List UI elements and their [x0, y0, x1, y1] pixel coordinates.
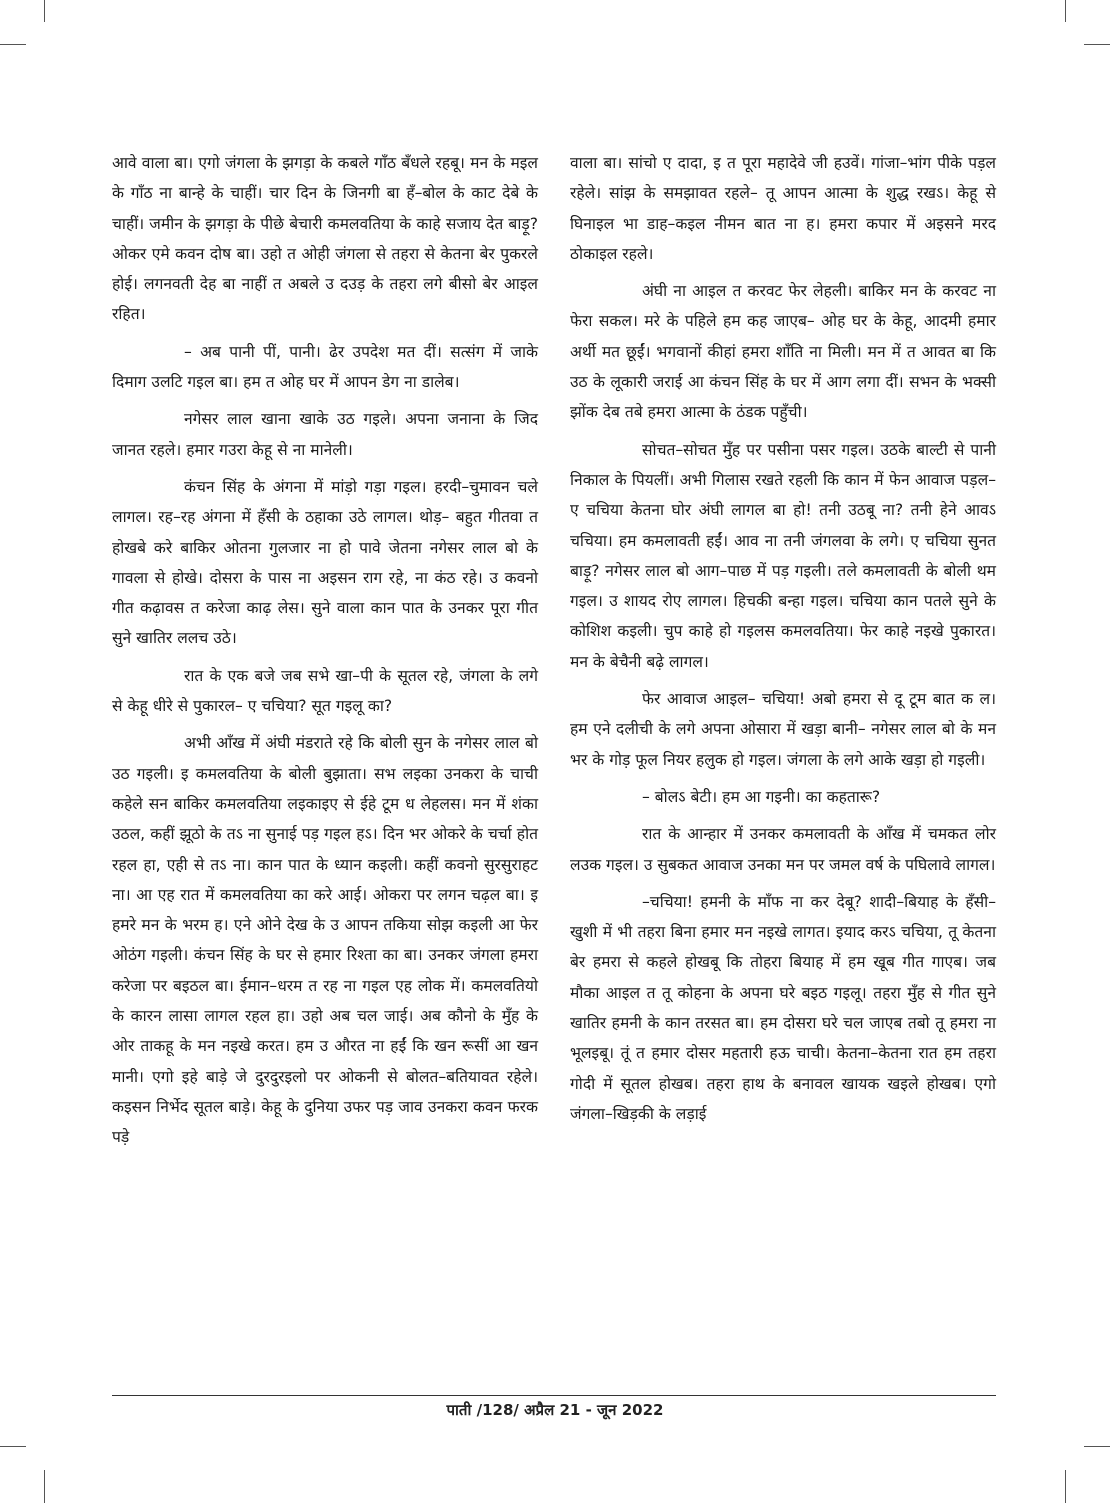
paragraph: रात के एक बजे जब सभे खा–पी के सूतल रहे, जंगला के लगे से केहू धीरे से पुकारल– ए चचिया? सूत गइलू का? — [112, 666, 538, 716]
paragraph: –चचिया! हमनी के माँफ ना कर देबू? शादी–बियाह के हँसी–खुशी में भी तहरा बिना हमार मन नइखे लागत। इयाद करऽ चचिया, तू केतना बेर हमरा से कहले होखबू कि तोहरा बियाह में हम खूब गीत गाएब। जब मौका आइल त तू कोहना के अपना घरे बइठ गइलू। तहरा मुँह से गीत सुने खातिर हमनी के कान तरसत बा। हम दोसरा घरे चल जाएब तबो तू हमरा ना भूलइबू। तूं त हमार दोसर महतारी हऊ चाची। केतना–केतना रात हम तहरा गोदी में सूतल होखब। तहरा हाथ के बनावल खायक खइले होखब। एगो जंगला–खिड़की के लड़ाई — [570, 892, 996, 1123]
crop-mark-bottom-left-h — [0, 1446, 26, 1447]
left-text-column — [112, 148, 538, 1153]
crop-mark-bottom-right-h — [1084, 1446, 1110, 1447]
crop-mark-top-left-v — [44, 0, 45, 22]
paragraph: अभी आँख में अंघी मंडराते रहे कि बोली सुन के नगेसर लाल बो उठ गइली। इ कमलवतिया के बोली बुझाता। सभ लइका उनकरा के चाची कहेले सन बाकिर कमलवतिया लइकाइए से ईहे टूम ध लेहलस। मन में शंका उठल, कहीं झूठो के तऽ ना सुनाई पड़ गइल हऽ। दिन भर ओकरे के चर्चा होत रहल हा, एही से तऽ ना। कान पात के ध्यान कइली। कहीं कवनो सुरसुराहट ना। आ एह रात में कमलवतिया का करे आई। ओकरा पर लगन चढ़ल बा। इ हमरे मन के भरम ह। एने ओने देख के उ आपन तकिया सोझ कइली आ फेर ओठंग गइली। कंचन सिंह के घर से हमार रिश्ता का बा। उनकर जंगला हमरा करेजा पर बइठल बा। ईमान–धरम त रह ना गइल एह लोक में। कमलवतियो के कारन लासा लागल रहल हा। उहो अब चल जाई। अब कौनो के मुँह के ओर ताकहू के मन नइखे करत। हम उ औरत ना हईं कि खन रूसीं आ खन मानी। एगो इहे बाड़े जे दुरदुरइलो पर ओकनी से बोलत–बतियावत रहेले। कइसन निर्भेद सूतल बाड़े। केहू के दुनिया उफर पड़ जाव उनकरा कवन फरक पड़े — [112, 734, 538, 1147]
paragraph: अंघी ना आइल त करवट फेर लेहली। बाकिर मन के करवट ना फेरा सकल। मरे के पहिले हम कह जाएब– ओह घर के केहू, आदमी हमार अर्थी मत छूईं। भगवानों कीहां हमरा शाँति ना मिली। मन में त आवत बा कि उठ के लूकारी जराई आ कंचन सिंह के घर में आग लगा दीं। सभन के भक्सी झोंक देब तबे हमरा आत्मा के ठंडक पहुँची। — [570, 282, 996, 422]
paragraph: कंचन सिंह के अंगना में मांड़ो गड़ा गइल। हरदी–चुमावन चले लागल। रह–रह अंगना में हँसी के ठहाका उठे लागल। थोड़– बहुत गीतवा त होखबे करे बाकिर ओतना गुलजार ना हो पावे जेतना नगेसर लाल बो के गावला से होखे। दोसरा के पास ना अइसन राग रहे, ना कंठ रहे। उ कवनो गीत कढ़ावस त करेजा काढ़ लेस। सुने वाला कान पात के उनकर पूरा गीत सुने खातिर ललच उठे। — [112, 477, 538, 648]
page-footer: पाती /128/ अप्रैल 21 - जून 2022 — [446, 1401, 664, 1419]
crop-mark-top-right-v — [1065, 0, 1066, 22]
crop-mark-bottom-right-v — [1065, 1470, 1066, 1503]
paragraph: सोचत–सोचत मुँह पर पसीना पसर गइल। उठके बाल्टी से पानी निकाल के पियलीं। अभी गिलास रखते रहली कि कान में फेन आवाज पड़ल– ए चचिया केतना घोर अंघी लागल बा हो! तनी उठबू ना? तनी हेने आवऽ चचिया। हम कमलावती हईं। आव ना तनी जंगलवा के लगे। ए चचिया सुनत बाड़ू? नगेसर लाल बो आग–पाछ में पड़ गइली। तले कमलावती के बोली थम गइल। उ शायद रोए लागल। हिचकी बन्हा गइल। चचिया कान पतले सुने के कोशिश कइली। चुप काहे हो गइलस कमलवतिया। फेर काहे नइखे पुकारत। मन के बेचैनी बढ़े लागल। — [570, 440, 996, 671]
paragraph: – अब पानी पीं, पानी। ढेर उपदेश मत दीं। सत्संग में जाके दिमाग उलटि गइल बा। हम त ओह घर में आपन डेग ना डालेब। — [112, 342, 538, 392]
footer-divider — [112, 1395, 996, 1396]
paragraph: आवे वाला बा। एगो जंगला के झगड़ा के कबले गाँठ बँधले रहबू। मन के मइल के गाँठ ना बान्हे के चाहीं। चार दिन के जिनगी बा हँ–बोल के काट देबे के चाहीं। जमीन के झगड़ा के पीछे बेचारी कमलवतिया के काहे सजाय देत बाड़ू? ओकर एमे कवन दोष बा। उहो त ओही जंगला से तहरा से केतना बेर पुकरले होई। लगनवती देह बा नाहीं त अबले उ दउड़ के तहरा लगे बीसो बेर आइल रहित। — [112, 154, 538, 324]
right-text-column — [570, 148, 996, 1129]
paragraph: रात के आन्हार में उनकर कमलावती के आँख में चमकत लोर लउक गइल। उ सुबकत आवाज उनका मन पर जमल वर्ष के पघिलावे लागल। — [570, 825, 996, 874]
paragraph: – बोलऽ बेटी। हम आ गइनी। का कहतारू? — [642, 787, 881, 806]
paragraph: वाला बा। सांचो ए दादा, इ त पूरा महादेवे जी हउवें। गांजा–भांग पीके पड़ल रहेले। सांझ के समझावत रहले– तू आपन आत्मा के शुद्ध रखऽ। केहू से घिनाइल भा डाह–कइल नीमन बात ना ह। हमरा कपार में अइसने मरद ठोकाइल रहले। — [570, 154, 996, 263]
crop-mark-bottom-left-v — [44, 1470, 45, 1503]
paragraph: फेर आवाज आइल– चचिया! अबो हमरा से दू टूम बात क ल। हम एने दलीची के लगे अपना ओसारा में खड़ा बानी– नगेसर लाल बो के मन भर के गोड़ फूल नियर हलुक हो गइल। जंगला के लगे आके खड़ा हो गइली। — [570, 690, 996, 769]
crop-mark-top-right-h — [1084, 44, 1110, 45]
crop-mark-top-left-h — [0, 44, 26, 45]
paragraph: नगेसर लाल खाना खाके उठ गइले। अपना जनाना के जिद जानत रहले। हमार गउरा केहू से ना मानेली। — [112, 410, 538, 459]
